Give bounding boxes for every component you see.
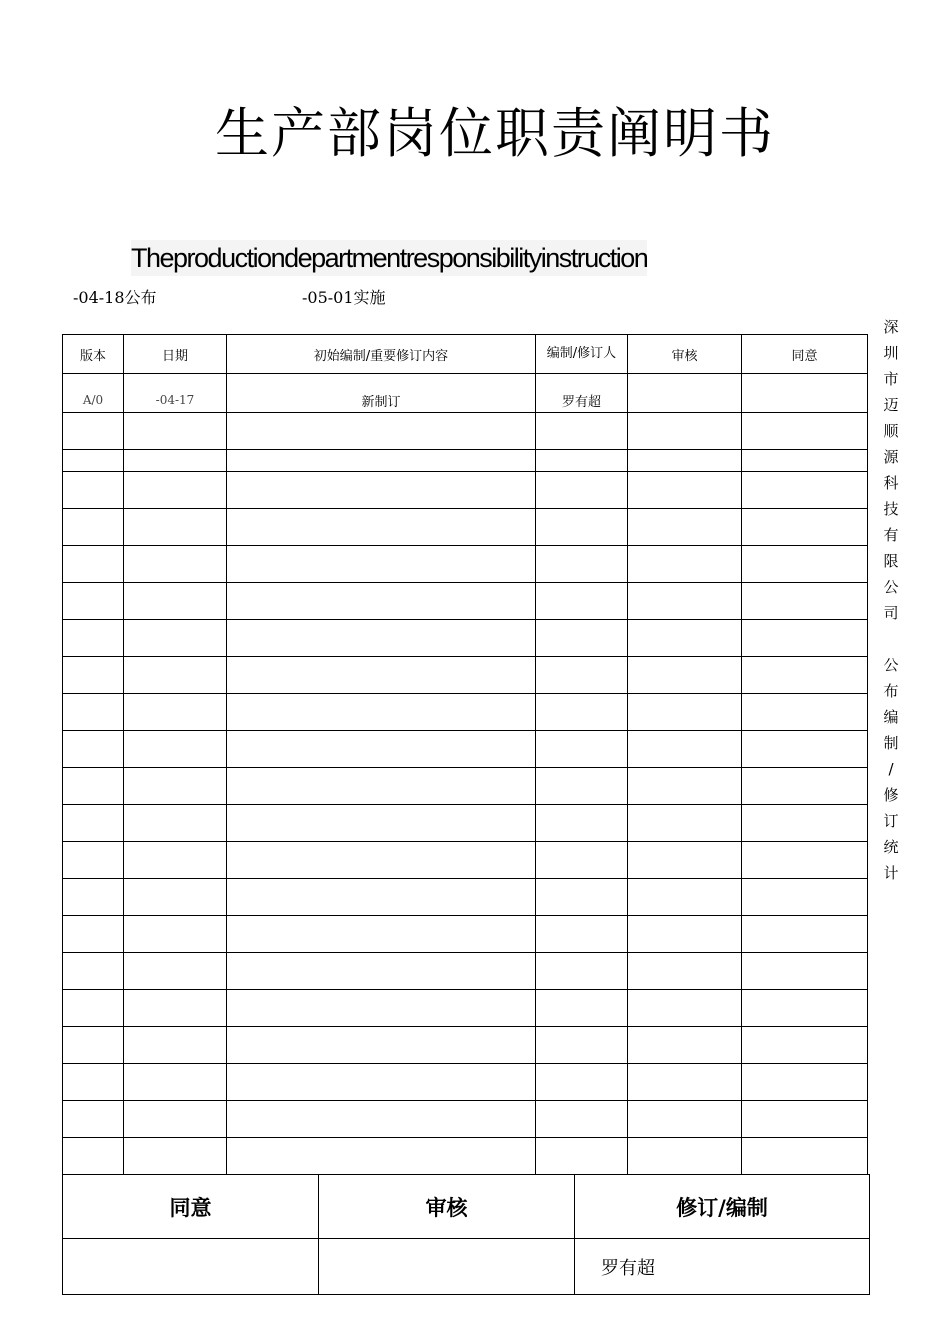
empty-cell (227, 1101, 536, 1138)
empty-cell (124, 916, 227, 953)
empty-cell (628, 953, 742, 990)
cell-review (628, 374, 742, 413)
empty-cell (63, 450, 124, 472)
empty-cell (63, 731, 124, 768)
sign-header-review: 审核 (319, 1175, 575, 1239)
empty-cell (124, 768, 227, 805)
side-record-label (880, 652, 902, 886)
publish-date: -04-18公布 (73, 288, 157, 307)
table-row-empty (63, 731, 868, 768)
table-row-empty (63, 620, 868, 657)
vertical-char: 市 (883, 370, 899, 388)
vertical-char: 限 (883, 552, 899, 570)
empty-cell (124, 731, 227, 768)
empty-cell (742, 583, 868, 620)
empty-cell (124, 472, 227, 509)
empty-cell (63, 583, 124, 620)
empty-cell (628, 694, 742, 731)
header-review: 审核 (628, 335, 742, 374)
empty-cell (124, 1101, 227, 1138)
empty-cell (742, 842, 868, 879)
empty-cell (227, 916, 536, 953)
cell-content: 新制订 (227, 374, 536, 413)
empty-cell (124, 1027, 227, 1064)
empty-cell (63, 509, 124, 546)
empty-cell (628, 1064, 742, 1101)
empty-cell (742, 916, 868, 953)
empty-cell (63, 1064, 124, 1101)
empty-cell (63, 472, 124, 509)
empty-cell (227, 472, 536, 509)
sign-value-review (319, 1239, 575, 1295)
vertical-char: 修 (883, 786, 899, 804)
empty-cell (63, 953, 124, 990)
header-editor: 编制/修订人 (536, 335, 628, 374)
empty-cell (742, 879, 868, 916)
empty-cell (536, 450, 628, 472)
empty-cell (536, 657, 628, 694)
empty-cell (63, 990, 124, 1027)
table-row-empty (63, 1138, 868, 1175)
empty-cell (628, 657, 742, 694)
empty-cell (124, 694, 227, 731)
empty-cell (63, 546, 124, 583)
empty-cell (628, 768, 742, 805)
empty-cell (227, 1027, 536, 1064)
empty-cell (124, 546, 227, 583)
vertical-char: 顺 (883, 422, 899, 440)
empty-cell (628, 805, 742, 842)
side-vertical-text (880, 314, 902, 886)
empty-cell (63, 768, 124, 805)
empty-cell (227, 657, 536, 694)
empty-cell (536, 842, 628, 879)
table-row-empty (63, 879, 868, 916)
signature-table (62, 1174, 870, 1295)
empty-cell (742, 1064, 868, 1101)
table-row (63, 374, 868, 413)
sign-value-approve (63, 1239, 319, 1295)
empty-cell (227, 805, 536, 842)
empty-cell (536, 879, 628, 916)
empty-cell (124, 450, 227, 472)
cell-approve (742, 374, 868, 413)
empty-cell (227, 768, 536, 805)
vertical-char: 源 (883, 448, 899, 466)
empty-cell (63, 413, 124, 450)
empty-cell (742, 953, 868, 990)
empty-cell (628, 509, 742, 546)
table-row-empty (63, 805, 868, 842)
empty-cell (628, 916, 742, 953)
vertical-char: 迈 (883, 396, 899, 414)
empty-cell (742, 1101, 868, 1138)
empty-cell (63, 916, 124, 953)
empty-cell (124, 413, 227, 450)
vertical-char: 技 (883, 500, 899, 518)
empty-cell (124, 657, 227, 694)
signature-value-row (63, 1239, 870, 1295)
empty-cell (536, 694, 628, 731)
empty-cell (536, 1027, 628, 1064)
empty-cell (742, 990, 868, 1027)
empty-cell (227, 990, 536, 1027)
empty-cell (124, 805, 227, 842)
empty-cell (63, 657, 124, 694)
empty-cell (124, 842, 227, 879)
empty-cell (536, 990, 628, 1027)
cell-version: A/0 (63, 374, 124, 413)
empty-cell (227, 450, 536, 472)
empty-cell (227, 620, 536, 657)
table-row-empty (63, 657, 868, 694)
vertical-char: 有 (883, 526, 899, 544)
empty-cell (628, 450, 742, 472)
empty-cell (742, 450, 868, 472)
empty-cell (536, 916, 628, 953)
empty-cell (742, 805, 868, 842)
empty-cell (628, 1027, 742, 1064)
empty-cell (536, 768, 628, 805)
empty-cell (742, 1027, 868, 1064)
table-row-empty (63, 546, 868, 583)
empty-cell (227, 731, 536, 768)
empty-cell (742, 694, 868, 731)
empty-cell (742, 620, 868, 657)
revision-table (62, 334, 868, 1175)
empty-cell (536, 953, 628, 990)
vertical-char: 公 (883, 578, 899, 596)
empty-cell (628, 990, 742, 1027)
header-version: 版本 (63, 335, 124, 374)
header-content: 初始编制/重要修订内容 (227, 335, 536, 374)
empty-cell (227, 879, 536, 916)
empty-cell (742, 546, 868, 583)
table-row-empty (63, 472, 868, 509)
signature-header-row (63, 1175, 870, 1239)
empty-cell (63, 694, 124, 731)
empty-cell (628, 472, 742, 509)
table-row-empty (63, 1027, 868, 1064)
empty-cell (63, 620, 124, 657)
empty-cell (63, 1101, 124, 1138)
empty-cell (227, 694, 536, 731)
table-row-empty (63, 990, 868, 1027)
empty-cell (124, 1138, 227, 1175)
empty-cell (536, 620, 628, 657)
empty-cell (742, 472, 868, 509)
empty-cell (63, 1027, 124, 1064)
empty-cell (63, 879, 124, 916)
empty-cell (628, 620, 742, 657)
empty-cell (536, 1138, 628, 1175)
table-row-empty (63, 413, 868, 450)
cell-editor: 罗有超 (536, 374, 628, 413)
table-row-empty (63, 916, 868, 953)
table-row-empty (63, 1101, 868, 1138)
vertical-char: 布 (883, 682, 899, 700)
vertical-char: 科 (883, 474, 899, 492)
empty-cell (124, 879, 227, 916)
table-row-empty (63, 953, 868, 990)
empty-cell (628, 583, 742, 620)
empty-cell (124, 1064, 227, 1101)
empty-cell (742, 657, 868, 694)
empty-cell (742, 1138, 868, 1175)
table-row-empty (63, 450, 868, 472)
empty-cell (742, 413, 868, 450)
empty-cell (628, 879, 742, 916)
empty-cell (124, 620, 227, 657)
empty-cell (63, 1138, 124, 1175)
empty-cell (536, 509, 628, 546)
table-row-empty (63, 694, 868, 731)
empty-cell (536, 1101, 628, 1138)
cell-date: -04-17 (124, 374, 227, 413)
vertical-char: 圳 (883, 344, 899, 362)
vertical-char: 公 (883, 656, 899, 674)
empty-cell (536, 805, 628, 842)
header-date: 日期 (124, 335, 227, 374)
empty-cell (124, 953, 227, 990)
empty-cell (536, 731, 628, 768)
sign-header-approve: 同意 (63, 1175, 319, 1239)
empty-cell (227, 413, 536, 450)
empty-cell (536, 413, 628, 450)
empty-cell (628, 731, 742, 768)
empty-cell (227, 1138, 536, 1175)
vertical-char: 制 (883, 734, 899, 752)
table-row-empty (63, 768, 868, 805)
table-row-empty (63, 509, 868, 546)
document-title: 生产部岗位职责阐明书 (215, 102, 775, 165)
empty-cell (124, 990, 227, 1027)
empty-cell (227, 842, 536, 879)
table-row-empty (63, 1064, 868, 1101)
empty-cell (124, 509, 227, 546)
side-company-name (880, 314, 902, 626)
sign-header-editor: 修订/编制 (575, 1175, 870, 1239)
empty-cell (628, 546, 742, 583)
empty-cell (536, 1064, 628, 1101)
effective-date: -05-01实施 (302, 288, 386, 307)
vertical-char: / (888, 760, 894, 778)
revision-header-row (63, 335, 868, 374)
empty-cell (227, 546, 536, 583)
vertical-char: 计 (883, 864, 899, 882)
empty-cell (63, 842, 124, 879)
empty-cell (628, 842, 742, 879)
empty-cell (227, 1064, 536, 1101)
sign-value-editor: 罗有超 (575, 1239, 870, 1295)
empty-cell (628, 1138, 742, 1175)
empty-cell (536, 472, 628, 509)
vertical-char: 订 (883, 812, 899, 830)
vertical-char: 统 (883, 838, 899, 856)
header-approve: 同意 (742, 335, 868, 374)
table-row-empty (63, 583, 868, 620)
empty-cell (63, 805, 124, 842)
empty-cell (124, 583, 227, 620)
table-row-empty (63, 842, 868, 879)
empty-cell (227, 953, 536, 990)
empty-cell (628, 413, 742, 450)
empty-cell (227, 583, 536, 620)
empty-cell (742, 768, 868, 805)
empty-cell (628, 1101, 742, 1138)
vertical-char: 司 (883, 604, 899, 622)
empty-cell (536, 546, 628, 583)
vertical-char: 编 (883, 708, 899, 726)
empty-cell (227, 509, 536, 546)
empty-cell (742, 731, 868, 768)
vertical-char: 深 (883, 318, 899, 336)
empty-cell (742, 509, 868, 546)
document-subtitle: Theproductiondepartmentresponsibilityinstruction (131, 240, 647, 276)
empty-cell (536, 583, 628, 620)
